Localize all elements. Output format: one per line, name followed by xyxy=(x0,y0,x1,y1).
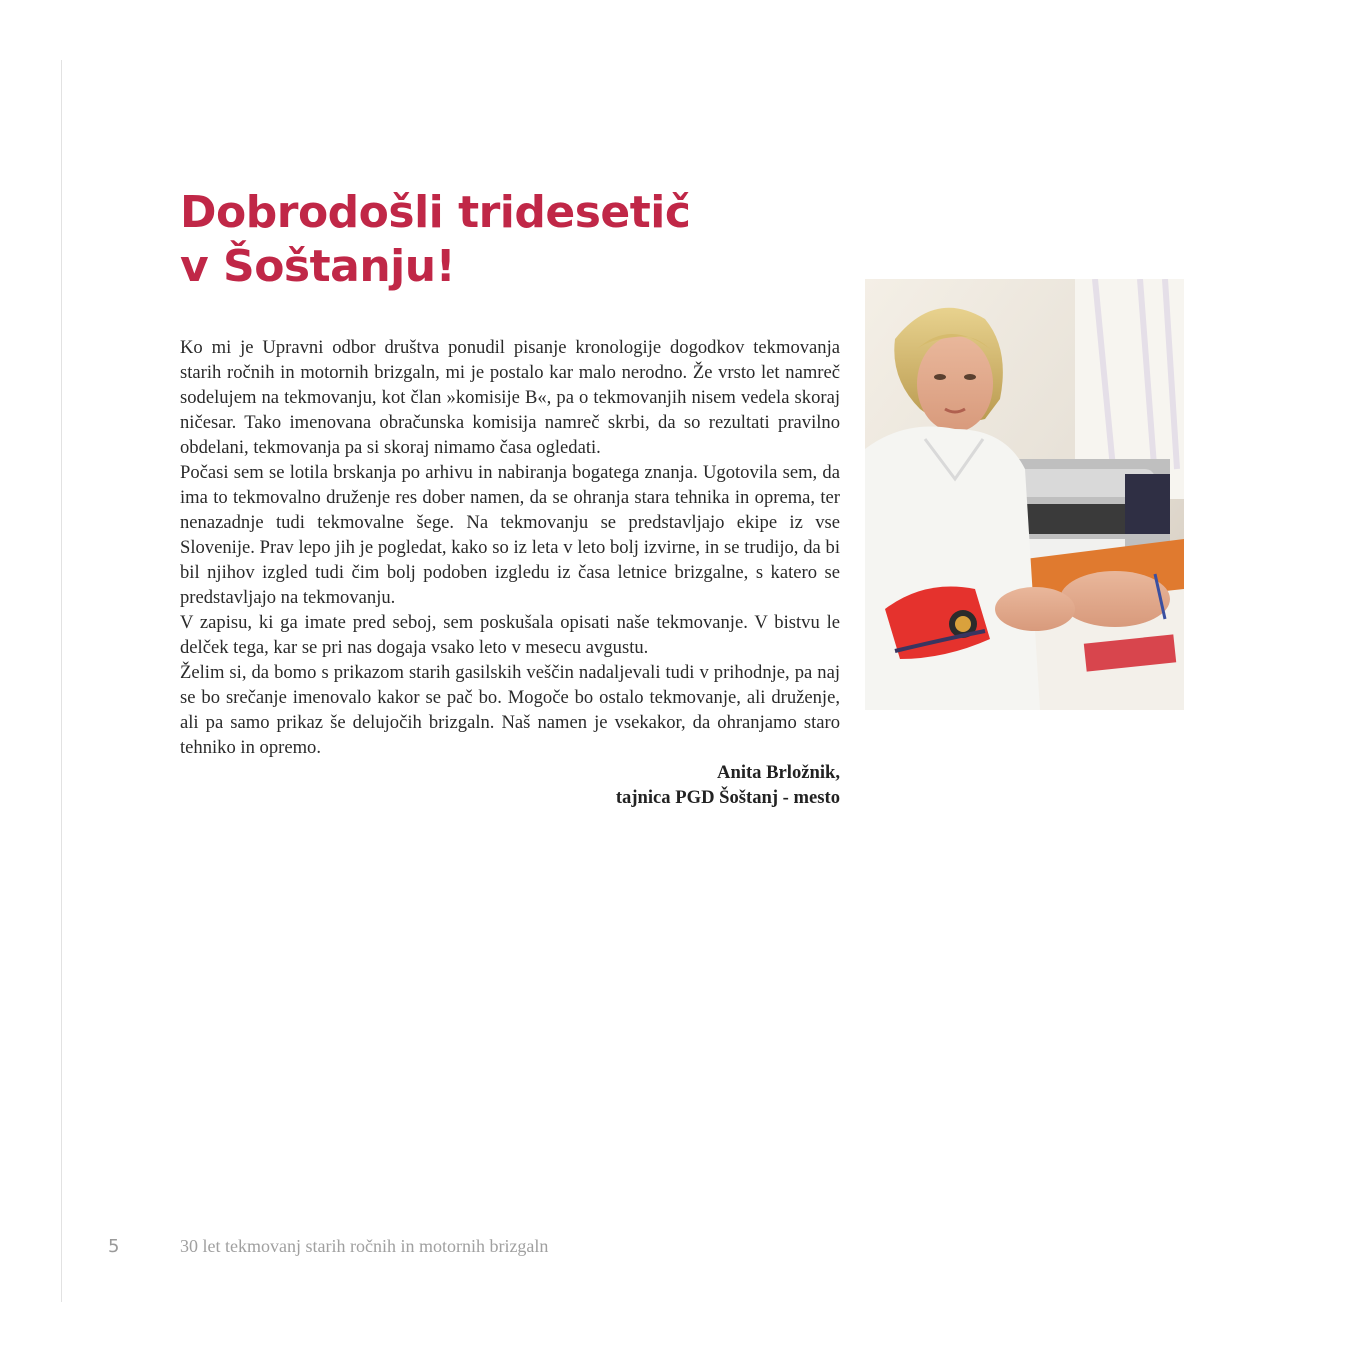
article-paragraph-3: V zapisu, ki ga imate pred seboj, sem poskušala opisati naše tekmovanje. V bistvu le delček tega, kar se pri nas dogaja vsako leto v mesecu avgustu. xyxy=(180,612,840,658)
running-footer: 30 let tekmovanj starih ročnih in motornih brizgaln xyxy=(180,1236,549,1256)
article-paragraph-4: Želim si, da bomo s prikazom starih gasilskih veščin nadaljevali tudi v prihodnje, pa naj se bo srečanje imenovalo kakor se pač bo. Mogoče bo ostalo tekmovanje, ali druženje, ali pa samo prikaz še delujočih brizgaln. Naš namen je vsekakor, da ohranjamo staro tehniko in opremo. xyxy=(180,662,840,758)
article-signature xyxy=(180,760,840,810)
article-title-line-1: Dobrodošli tridesetič xyxy=(180,187,691,238)
article-paragraph-2: Počasi sem se lotila brskanja po arhivu in nabiranja bogatega znanja. Ugotovila sem, da ima to tekmovalno druženje res dober namen, da se ohranja stara tehnika in oprema, ter nenazadnje tudi tekmovalne šege. Na tekmovanju se predstavljajo ekipe iz vse Slovenije. Prav lepo jih je pogledat, kako so iz leta v leto bolj izvirne, in se trudijo, da bi bil njihov izgled tudi čim bolj podoben izgledu iz časa letnice brizgalne, s katero se predstavljajo na tekmovanju. xyxy=(180,462,840,608)
author-name: Anita Brložnik, xyxy=(717,762,840,783)
author-photo-illustration xyxy=(865,279,1184,710)
page-number: 5 xyxy=(108,1236,120,1257)
article-title-line-2: v Šoštanju! xyxy=(180,241,456,292)
article-body xyxy=(180,335,840,760)
author-photo xyxy=(865,279,1184,710)
author-role: tajnica PGD Šoštanj - mesto xyxy=(615,787,840,808)
article-title xyxy=(180,186,840,294)
page-edge-rule xyxy=(61,60,62,1302)
article-paragraph-1: Ko mi je Upravni odbor društva ponudil pisanje kronologije dogodkov tekmovanja starih ročnih in motornih brizgaln, mi je postalo kar malo nerodno. Že vrsto let namreč sodelujem na tekmovanju, kot član »komisije B«, pa o tekmovanjih nisem vedela skoraj ničesar. Tako imenovana obračunska komisija namreč skrbi, da so rezultati pravilno obdelani, tekmovanja pa si skoraj nimamo časa ogledati. xyxy=(180,337,840,458)
